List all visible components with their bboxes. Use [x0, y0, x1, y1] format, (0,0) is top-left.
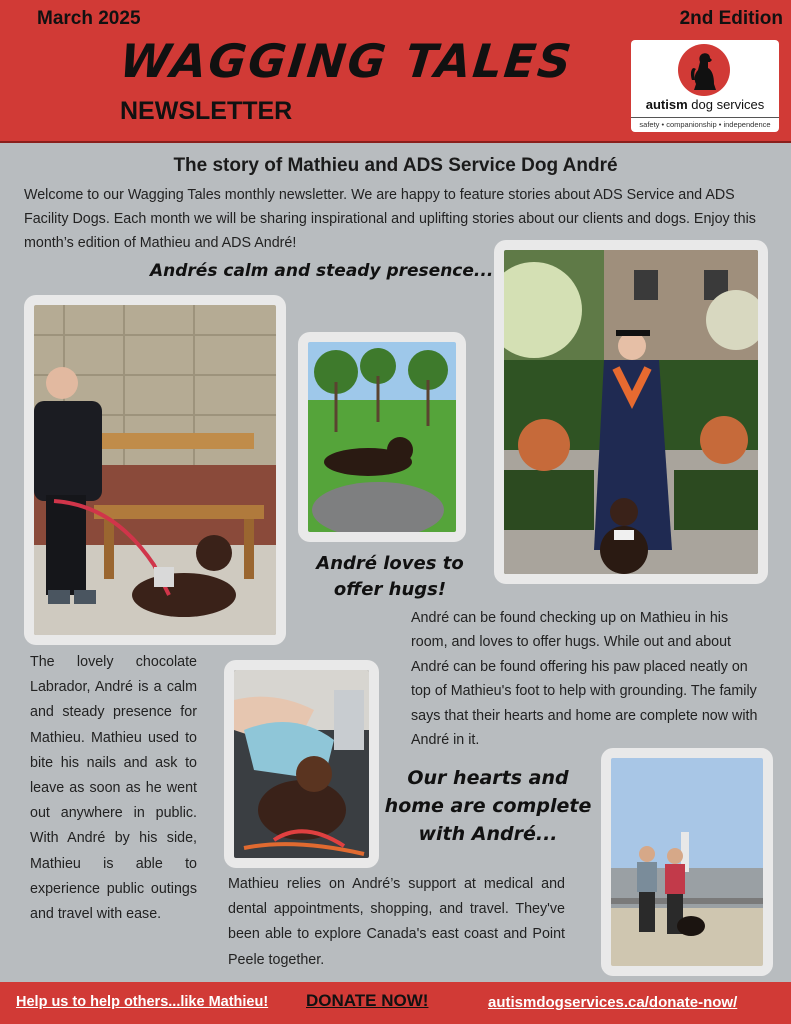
photo-frame-rock	[298, 332, 466, 542]
logo-tagline: safety • companionship • independence	[631, 117, 779, 129]
photo-family-coast	[611, 758, 763, 966]
photo-frame-bench	[24, 295, 286, 645]
ads-logo[interactable]	[631, 40, 779, 132]
photo-mathieu-graduation	[504, 250, 758, 574]
donate-url-link[interactable]: autismdogservices.ca/donate-now/	[488, 994, 738, 1011]
paragraph-appointments: Mathieu relies on André’s support at medical and dental appointments, shopping, and travel. They've been able to explore Canada's east coast and Point Peele together.	[228, 876, 565, 968]
donate-now-button[interactable]: DONATE NOW!	[306, 991, 429, 1010]
footer-bar	[0, 982, 791, 1024]
photo-frame-coast	[601, 748, 773, 976]
photo-andre-rock	[308, 342, 456, 532]
header-banner	[0, 0, 791, 143]
help-others-link[interactable]: Help us to help others...like Mathieu!	[16, 994, 269, 1010]
logo-brand: autism dog services	[645, 97, 765, 112]
edition-label: 2nd Edition	[679, 8, 783, 29]
newsletter-subtitle: NEWSLETTER	[120, 97, 293, 125]
caption-hearts-complete: Our hearts and home are complete with André...	[384, 767, 592, 845]
paragraph-labrador: The lovely chocolate Labrador, André is a calm and steady presence for Mathieu. Mathieu used to bite his nails and ask to leave as soon as he went out anywhere in public. With André by his side, Mathieu is able to experience public outings and travel with ease.	[30, 654, 197, 923]
photo-mathieu-bench	[34, 305, 276, 635]
caption-offer-hugs: André loves to offer hugs!	[316, 553, 464, 600]
dog-silhouette-icon	[688, 50, 720, 90]
photo-andre-dental	[234, 670, 369, 858]
issue-date: March 2025	[37, 8, 141, 29]
photo-frame-dental	[224, 660, 379, 868]
photo-frame-graduation	[494, 240, 768, 584]
caption-calm-presence: Andrés calm and steady presence...	[150, 261, 494, 281]
newsletter-title: WAGGING TALES	[117, 34, 576, 88]
paragraph-checking-up: André can be found checking up on Mathieu in his room, and loves to offer hugs. While out and about André can be found offering his paw placed neatly on top of Mathieu's foot to help with grounding. The family says that their hearts and home are complete now with André in it.	[411, 610, 758, 749]
story-title: The story of Mathieu and ADS Service Dog André	[173, 155, 618, 176]
intro-paragraph: Welcome to our Wagging Tales monthly newsletter. We are happy to feature stories about ADS Service and ADS Facility Dogs. Each month we will be sharing inspirational and uplifting stories about our clients and dogs. Enjoy this month’s edition of Mathieu and ADS André!	[24, 187, 756, 251]
